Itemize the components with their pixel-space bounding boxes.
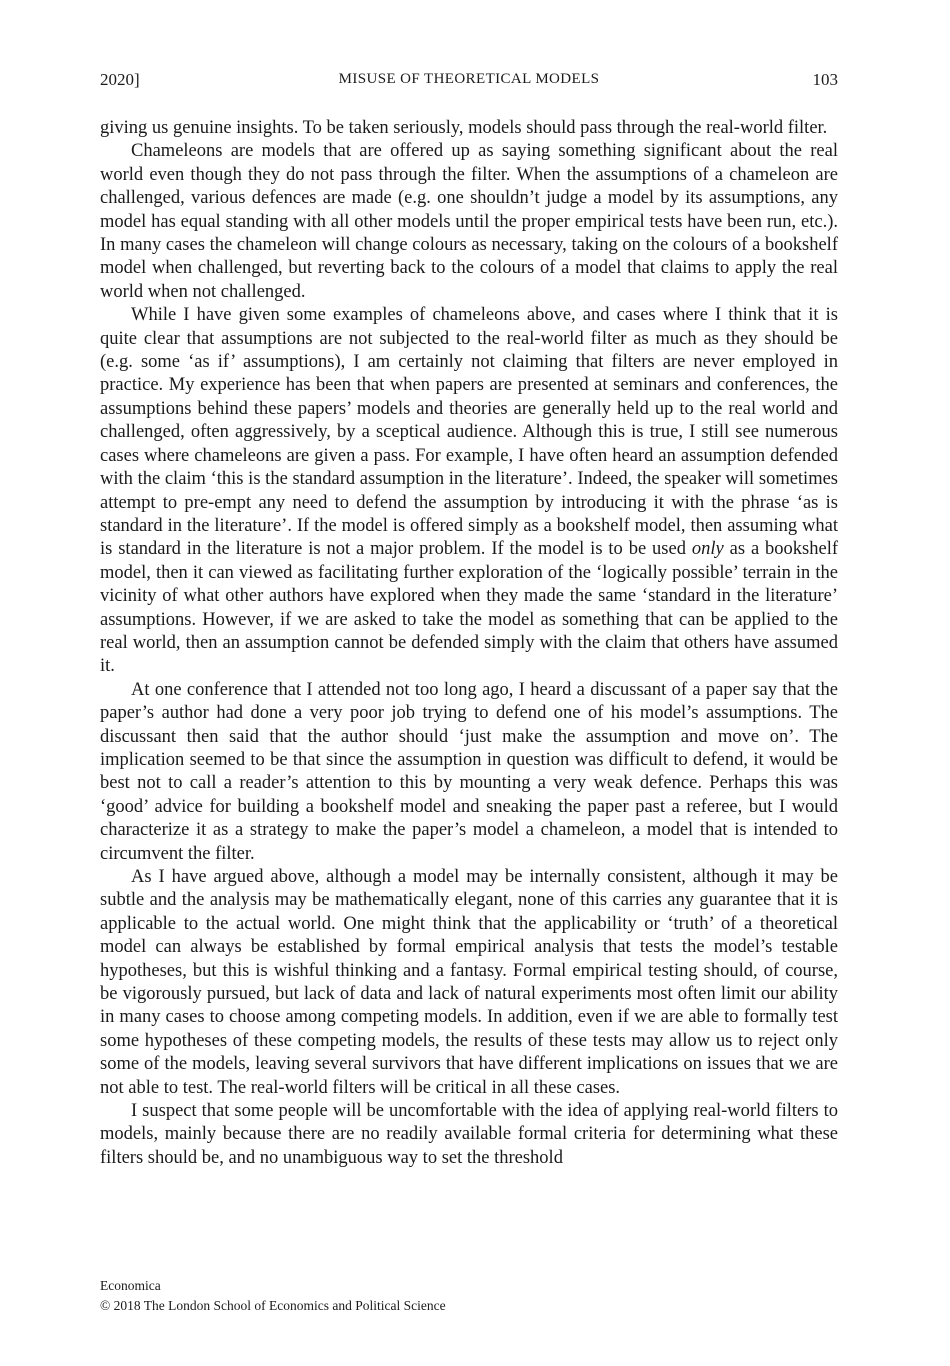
paragraph-text: While I have given some examples of chameleons above, and cases where I think that it is quite clear that assumptions are not subjected to the real-world filter as much as they should be (e.g. some ‘as if’ assumptions), I am certainly not claiming that filters are never employed in practice. My experience has been that when papers are presented at seminars and conferences, the assumptions behind these papers’ models and theories are generally held up to the real world and challenged, often aggressively, by a sceptical audience. Although this is true, I still see numerous cases where chameleons are given a pass. For example, I have often heard an assumption defended with the claim ‘this is the standard assumption in the literature’. Indeed, the speaker will sometimes attempt to pre-empt any need to defend the assumption by introducing it with the phrase ‘as is standard in the literature’. If the model is offered simply as a bookshelf model, then assuming what is standard in the literature is not a major problem. If the model is to be used bbox=[100, 305, 838, 560]
running-head bbox=[100, 70, 838, 94]
paragraph: At one conference that I attended not too long ago, I heard a discussant of a paper say that the paper’s author had done a very poor job trying to defend one of his model’s assumptions. The discussant then said that the author should ‘just make the assumption and move on’. The implication seemed to be that since the assumption in question was difficult to defend, it would be best not to call a reader’s attention to this by mounting a very weak defence. Perhaps this was ‘good’ advice for building a bookshelf model and sneaking the paper past a referee, but I would characterize it as a strategy to make the paper’s model a chameleon, a model that is intended to circumvent the filter. bbox=[100, 679, 838, 864]
paragraph-text: as a bookshelf model, then it can viewed as facilitating further exploration of the ‘logically possible’ terrain in the vicinity of what other authors have explored when they made the same ‘standard in the literature’ assumptions. However, if we are asked to take the model as something that can be applied to the real world, then an assumption cannot be defended simply with the claim that others have assumed it. bbox=[100, 539, 839, 677]
running-head-year: 2020] bbox=[100, 70, 140, 89]
paragraph: Chameleons are models that are offered up as saying something significant about the real world even though they do not pass through the filter. When the assumptions of a chameleon are challenged, various defences are made (e.g. one shouldn’t judge a model by its assumptions, any model has equal standing with all other models until the proper empirical tests have been run, etc.). In many cases the chameleon will change colours as necessary, taking on the colours of a bookshelf model when challenged, but reverting back to the colours of a model that claims to apply the real world when not challenged. bbox=[100, 141, 838, 302]
page-footer bbox=[100, 1276, 446, 1316]
journal-name: Economica bbox=[100, 1278, 161, 1293]
emphasis-text: only bbox=[691, 539, 724, 560]
paragraph-continued: giving us genuine insights. To be taken seriously, models should pass through the real-world filter. bbox=[100, 118, 828, 138]
running-head-title: MISUSE OF THEORETICAL MODELS bbox=[338, 71, 600, 87]
paragraph: As I have argued above, although a model may be internally consistent, although it may be subtle and the analysis may be mathematically elegant, none of this carries any guarantee that it is applicable to the actual world. One might think that the applicability or ‘truth’ of a theoretical model can always be established by formal empirical analysis that tests the model’s testable hypotheses, but this is wishful thinking and a fantasy. Formal empirical testing should, of course, be vigorously pursued, but lack of data and lack of natural experiments most often limit our ability in many cases to choose among competing models. In addition, even if we are able to formally test some hypotheses of these competing models, the results of these tests may allow us to reject only some of the models, leaving several survivors that have different implications on issues that we are not able to test. The real-world filters will be critical in all these cases. bbox=[100, 867, 838, 1098]
paragraph: I suspect that some people will be uncomfortable with the idea of applying real-world filters to models, mainly because there are no readily available formal criteria for determining what these filters should be, and no unambiguous way to set the threshold bbox=[100, 1101, 838, 1168]
page-number: 103 bbox=[812, 70, 838, 89]
copyright-notice: © 2018 The London School of Economics and Political Science bbox=[100, 1298, 446, 1313]
paragraph bbox=[100, 304, 838, 679]
article-body bbox=[100, 117, 838, 1170]
